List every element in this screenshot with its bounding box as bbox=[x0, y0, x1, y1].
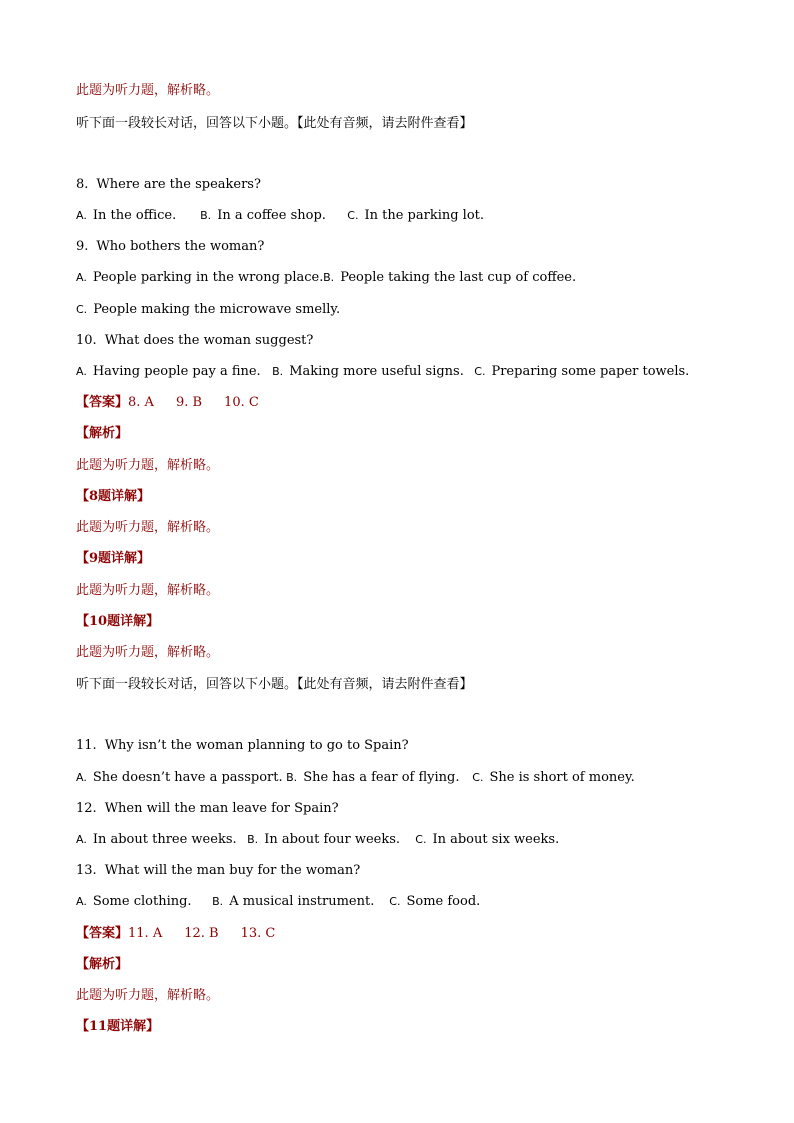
detail-text: 此题为听力题，解析略。 bbox=[76, 645, 220, 660]
option-a: A. People parking in the wrong place. bbox=[76, 270, 324, 285]
option-a: A. In the office. bbox=[76, 208, 177, 223]
detail-label: 【9题详解】 bbox=[76, 551, 151, 566]
options-12 bbox=[76, 831, 559, 849]
option-c: C. Preparing some paper towels. bbox=[474, 364, 690, 379]
question-number: 10. bbox=[76, 333, 97, 348]
answer: 8. A bbox=[128, 395, 154, 410]
option-c: C. In the parking lot. bbox=[347, 208, 485, 223]
option-b: B. In a coffee shop. bbox=[200, 208, 326, 223]
answer-label: 【答案】 bbox=[76, 395, 129, 410]
detail-text: 此题为听力题，解析略。 bbox=[76, 583, 220, 598]
question-10 bbox=[76, 332, 313, 350]
detail-label: 【11题详解】 bbox=[76, 1019, 160, 1034]
option-c: C. In about six weeks. bbox=[415, 832, 560, 847]
analysis-label: 【解析】 bbox=[76, 426, 129, 441]
option-b: B. In about four weeks. bbox=[247, 832, 401, 847]
detail-text: 此题为听力题，解析略。 bbox=[76, 520, 220, 535]
question-8 bbox=[76, 176, 261, 194]
answer: 11. A bbox=[128, 926, 163, 941]
option-b: B. A musical instrument. bbox=[212, 894, 375, 909]
analysis-label: 【解析】 bbox=[76, 957, 129, 972]
option-c: C. She is short of money. bbox=[472, 770, 635, 785]
options-9 bbox=[76, 269, 576, 287]
question-9 bbox=[76, 238, 264, 256]
option-a: A. In about three weeks. bbox=[76, 832, 237, 847]
answer: 10. C bbox=[224, 395, 259, 410]
question-text: Who bothers the woman? bbox=[96, 239, 265, 254]
option-b: B. She has a fear of flying. bbox=[286, 770, 460, 785]
instruction: 听下面一段较长对话，回答以下小题。【此处有音频，请去附件查看】 bbox=[76, 116, 473, 131]
answer-line bbox=[76, 925, 275, 943]
options-11 bbox=[76, 769, 635, 787]
answer-line bbox=[76, 394, 259, 412]
analysis-text: 此题为听力题，解析略。 bbox=[76, 988, 220, 1003]
question-number: 11. bbox=[76, 738, 97, 753]
question-11 bbox=[76, 737, 409, 755]
question-text: When will the man leave for Spain? bbox=[104, 801, 339, 816]
question-number: 8. bbox=[76, 177, 89, 192]
option-a: A. She doesn’t have a passport. bbox=[76, 770, 283, 785]
question-text: What will the man buy for the woman? bbox=[104, 863, 361, 878]
question-13 bbox=[76, 862, 360, 880]
option-b: B. Making more useful signs. bbox=[272, 364, 464, 379]
question-text: What does the woman suggest? bbox=[104, 333, 314, 348]
question-12 bbox=[76, 800, 339, 818]
answer: 9. B bbox=[175, 395, 203, 410]
question-number: 9. bbox=[76, 239, 89, 254]
detail-label: 【8题详解】 bbox=[76, 489, 151, 504]
question-number: 13. bbox=[76, 863, 97, 878]
question-text: Why isn’t the woman planning to go to Spain? bbox=[104, 738, 409, 753]
answer-label: 【答案】 bbox=[76, 926, 129, 941]
question-number: 12. bbox=[76, 801, 97, 816]
options-8 bbox=[76, 207, 484, 225]
instruction: 听下面一段较长对话，回答以下小题。【此处有音频，请去附件查看】 bbox=[76, 677, 473, 692]
detail-label: 【10题详解】 bbox=[76, 614, 160, 629]
answer: 13. C bbox=[240, 926, 276, 941]
option-b: B. People taking the last cup of coffee. bbox=[323, 270, 577, 285]
option-c: C. Some food. bbox=[389, 894, 481, 909]
question-text: Where are the speakers? bbox=[96, 177, 261, 192]
answer: 12. B bbox=[184, 926, 219, 941]
option-a: A. Some clothing. bbox=[76, 894, 192, 909]
option-a: A. Having people pay a fine. bbox=[76, 364, 261, 379]
analysis-text: 此题为听力题，解析略。 bbox=[76, 458, 220, 473]
analysis-text: 此题为听力题，解析略。 bbox=[76, 83, 220, 98]
options-13 bbox=[76, 893, 480, 911]
option-c: C. People making the microwave smelly. bbox=[76, 302, 341, 317]
options-10 bbox=[76, 363, 689, 381]
